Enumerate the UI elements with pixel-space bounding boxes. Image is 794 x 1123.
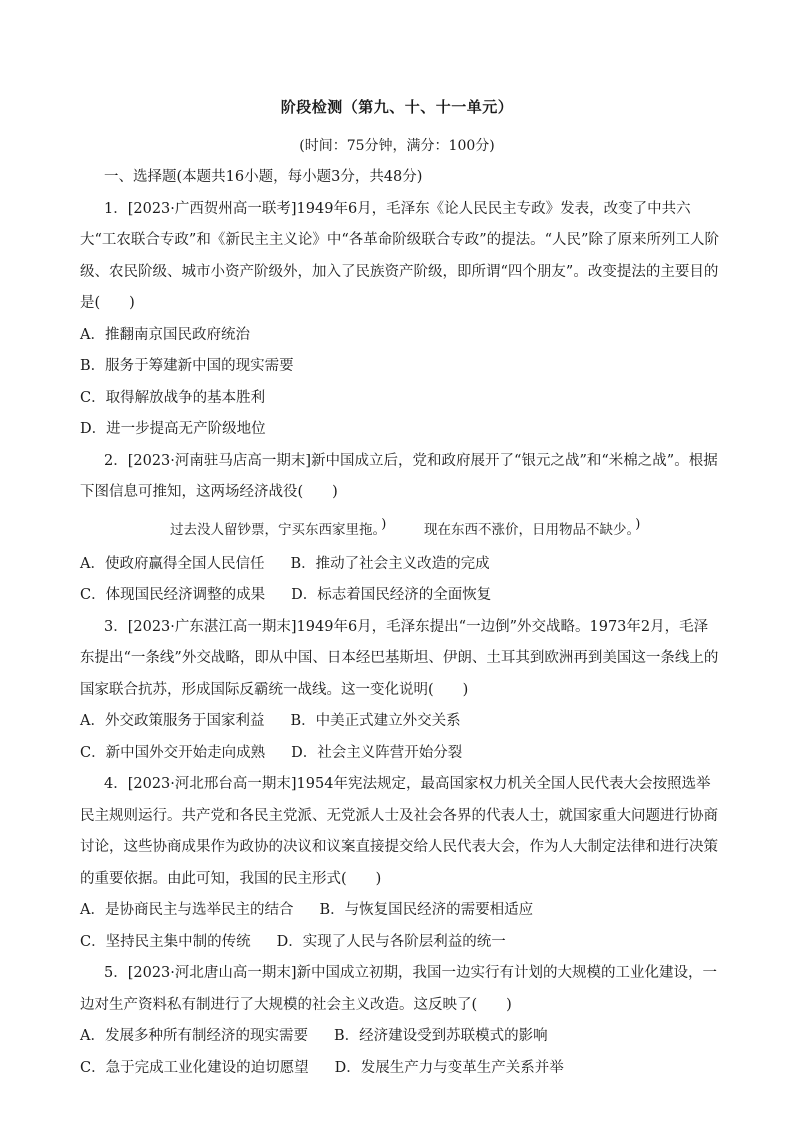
figure-caption-right: 现在东西不涨价，日用物品不缺少。 ) xyxy=(424,516,641,538)
page-title: 阶段检测（第九、十、十一单元） xyxy=(280,98,514,116)
option-row-3ab xyxy=(80,706,722,738)
question-stem-1: 1．[2023·广西贺州高一联考]1949年6月，毛泽东《论人民民主专政》发表，改变了中共六大“工农联合专政”和《新民主主义论》中“各革命阶级联合专政”的提法。“人民”除了原来所列工人阶级、农民阶级、城市小资产阶级外，加入了民族资产阶级，即所谓“四个朋友”。改变提法的主要目的是( ) xyxy=(80,200,719,311)
option-4b: B．与恢复国民经济的需要相适应 xyxy=(319,902,534,918)
option-5c: C．急于完成工业化建设的迫切愿望 xyxy=(80,1059,309,1076)
exam-info: (时间：75分钟，满分：100分) xyxy=(299,138,495,154)
option-3c: C．新中国外交开始走向成熟 xyxy=(80,744,266,761)
question-stem-3: 3．[2023·广东湛江高一期末]1949年6月，毛泽东提出“一边倒”外交战略。1973年2月，毛泽东提出“一条线”外交战略，即从中国、日本经巴基斯坦、伊朗、土耳其到欧洲再到美国这一条线上的国家联合抗苏，形成国际反霸统一战线。这一变化说明( ) xyxy=(80,618,719,698)
question-stem-5: 5．[2023·河北唐山高一期末]新中国成立初期，我国一边实行有计划的大规模的工业化建设，一边对生产资料私有制进行了大规模的社会主义改造。这反映了( ) xyxy=(80,965,718,1013)
question-stem-4: 4．[2023·河北邢台高一期末]1954年宪法规定，最高国家权力机关全国人民代表大会按照选举民主规则运行。共产党和各民主党派、无党派人士及社会各界的代表人士，就国家重大问题进行协商讨论，这些协商成果作为政协的决议和议案直接提交给人民代表大会，作为人大制定法律和进行决策的重要依据。由此可知，我国的民主形式( ) xyxy=(80,776,718,887)
figure-captions xyxy=(80,509,722,549)
option-1d: D．进一步提高无产阶级地位 xyxy=(80,421,266,437)
option-2a: A．使政府赢得全国人民信任 xyxy=(80,555,265,572)
option-3a: A．外交政策服务于国家利益 xyxy=(80,713,265,729)
option-4c: C．坚持民主集中制的传统 xyxy=(80,933,251,950)
option-1b: B．服务于筹建新中国的现实需要 xyxy=(80,358,294,374)
option-2c: C．体现国民经济调整的成果 xyxy=(80,587,266,603)
option-5b: B．经济建设受到苏联模式的影响 xyxy=(333,1028,548,1044)
option-5d: D．发展生产力与变革生产关系并举 xyxy=(334,1059,564,1076)
option-row-4ab xyxy=(80,895,722,927)
option-row-5ab xyxy=(80,1021,722,1053)
option-3d: D．社会主义阵营开始分裂 xyxy=(291,744,463,761)
option-1c: C．取得解放战争的基本胜利 xyxy=(80,389,266,406)
option-2b: B．推动了社会主义改造的完成 xyxy=(290,555,490,572)
section-heading: 一、选择题(本题共16小题，每小题3分，共48分) xyxy=(104,169,423,185)
option-row-2cd xyxy=(80,580,722,612)
option-row-2ab xyxy=(80,549,722,581)
option-3b: B．中美正式建立外交关系 xyxy=(290,713,461,729)
option-row-4cd xyxy=(80,927,722,959)
question-stem-2: 2．[2023·河南驻马店高一期末]新中国成立后，党和政府展开了“银元之战”和“米棉之战”。根据下图信息可推知，这两场经济战役( ) xyxy=(80,452,718,500)
option-row-5cd xyxy=(80,1053,722,1085)
option-2d: D．标志着国民经济的全面恢复 xyxy=(291,587,492,603)
figure-caption-left: 过去没人留钞票，宁买东西家里拖。 ) xyxy=(170,516,387,538)
option-4a: A．是协商民主与选举民主的结合 xyxy=(80,902,294,918)
option-row-3cd xyxy=(80,738,722,770)
option-4d: D．实现了人民与各阶层利益的统一 xyxy=(276,933,506,950)
option-1a: A．推翻南京国民政府统治 xyxy=(80,326,250,343)
option-5a: A．发展多种所有制经济的现实需要 xyxy=(80,1028,308,1044)
question-list xyxy=(80,162,722,1084)
